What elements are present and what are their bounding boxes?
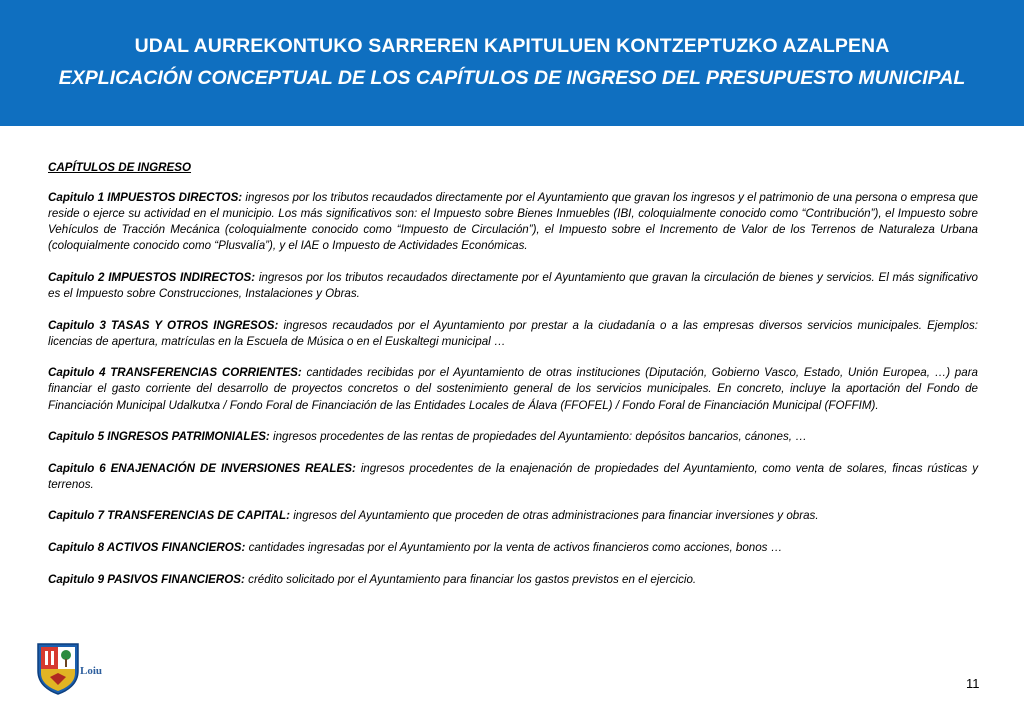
coat-of-arms-icon (36, 641, 80, 695)
chapter-title: Capitulo 9 PASIVOS FINANCIEROS: (48, 572, 245, 586)
chapter-paragraph (48, 270, 978, 302)
chapter-paragraph (48, 318, 978, 350)
section-title: CAPÍTULOS DE INGRESO (48, 161, 192, 174)
chapter-title: Capitulo 4 TRANSFERENCIAS CORRIENTES: (48, 366, 302, 380)
chapter-title: Capitulo 6 ENAJENACIÓN DE INVERSIONES REALES: (48, 461, 356, 475)
chapter-text: cantidades ingresadas por el Ayuntamiento por la venta de activos financieros como acciones, bonos … (248, 541, 783, 554)
title-basque: UDAL AURREKONTUKO SARREREN KAPITULUEN KONTZEPTUZKO AZALPENA (134, 35, 890, 57)
chapter-title: Capitulo 2 IMPUESTOS INDIRECTOS: (48, 270, 256, 284)
chapter-title: Capitulo 5 INGRESOS PATRIMONIALES: (48, 430, 270, 444)
page-number: 11 (966, 676, 980, 691)
chapter-text: ingresos recaudados por el Ayuntamiento por prestar a la ciudadanía o a las empresas diversos servicios municipales. Ejemplos: licencias de apertura, matrículas en la Escuela de Música o en el Euskaltegi municipal … (48, 318, 978, 348)
chapter-paragraph (48, 540, 978, 556)
chapter-paragraph (48, 572, 978, 588)
chapter-paragraph (48, 429, 978, 445)
content-body (48, 160, 978, 603)
chapter-text: ingresos procedentes de las rentas de propiedades del Ayuntamiento: depósitos bancarios, cánones, … (273, 430, 807, 444)
chapter-paragraph (48, 461, 978, 493)
chapter-text: ingresos del Ayuntamiento que proceden de otras administraciones para financiar inversiones y obras. (293, 509, 819, 523)
chapter-paragraph (48, 190, 978, 254)
chapter-text: ingresos procedentes de la enajenación de propiedades del Ayuntamiento, como venta de solares, fincas rústicas y terrenos. (48, 461, 978, 491)
title-spanish: EXPLICACIÓN CONCEPTUAL DE LOS CAPÍTULOS DE INGRESO DEL PRESUPUESTO MUNICIPAL (58, 67, 966, 89)
chapter-title: Capitulo 1 IMPUESTOS DIRECTOS: (48, 191, 243, 205)
chapter-paragraph (48, 508, 978, 524)
chapter-title: Capitulo 7 TRANSFERENCIAS DE CAPITAL: (48, 509, 290, 523)
chapter-title: Capitulo 8 ACTIVOS FINANCIEROS: (48, 541, 246, 554)
logo-text: Loiu (80, 665, 103, 677)
chapter-paragraph (48, 365, 978, 413)
chapter-title: Capitulo 3 TASAS Y OTROS INGRESOS: (48, 318, 279, 332)
chapter-text: ingresos por los tributos recaudados directamente por el Ayuntamiento que gravan la circulación de bienes y servicios. El más significativo es el Impuesto sobre Construcciones, Instalaciones y Obras. (48, 270, 978, 301)
chapter-text: crédito solicitado por el Ayuntamiento para financiar los gastos previstos en el ejercicio. (248, 572, 697, 586)
chapter-text: ingresos por los tributos recaudados directamente por el Ayuntamiento que gravan los ingresos y el patrimonio de una persona o empresa que reside o ejerce su actividad en el municipio. Los más significativos son: el Impuesto sobre Bienes Inmuebles (IBI, coloquialmente conocido como “Contribución”), el Impuesto sobre Vehículos de Tracción Mecánica (coloquialmente conocido como “Impuesto de Circulación”), el Impuesto sobre el Incremento de Valor de los Terrenos de Naturaleza Urbana (coloquialmente conocido como “Plusvalía”), y el IAE o Impuesto de Actividades Económicas. (48, 191, 978, 253)
header-banner (0, 0, 1024, 126)
chapter-text: cantidades recibidas por el Ayuntamiento de otras instituciones (Diputación, Gobierno Vasco, Estado, Unión Europea, …) para financiar el gasto corriente del desarrollo de proyectos concretos o del sostenimiento general de los servicios municipales. En concreto, incluye la aportación del Fondo de Financiación Municipal Udalkutxa / Fondo Foral de Financiación de las Entidades Locales de Álava (FFOFEL) / Fondo Foral de Financiación Municipal (FOFFIM). (48, 366, 979, 412)
loiu-logo (36, 641, 116, 693)
